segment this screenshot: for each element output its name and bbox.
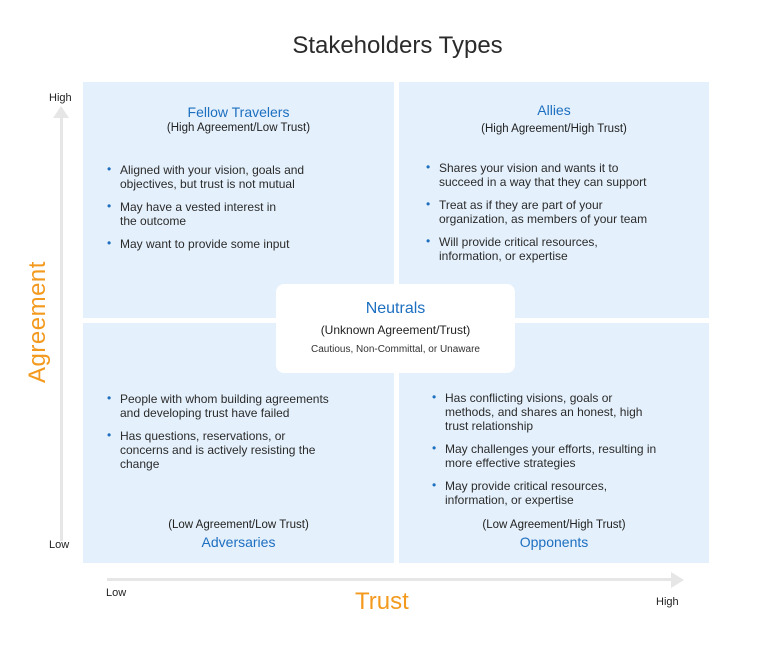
quadrant-name: Opponents: [519, 534, 589, 550]
y-axis-line: [60, 114, 63, 541]
list-item: • Has conflicting visions, goals or methods, and shares an honest, high trust relationship: [430, 391, 645, 433]
list-item: • May have a vested interest in the outcome: [105, 200, 280, 228]
quadrant-fellow-travelers: [83, 82, 394, 318]
quadrant-name: Allies: [537, 102, 571, 118]
y-axis-title: Agreement: [24, 261, 51, 383]
x-axis-high-label: High: [656, 596, 679, 608]
quadrant-subtitle: (Low Agreement/Low Trust): [168, 519, 309, 531]
y-axis-arrow-icon: [53, 106, 69, 118]
list-item: • May provide critical resources, information, or expertise: [430, 479, 640, 507]
quadrant-points: [430, 391, 670, 516]
list-item: • Treat as if they are part of your organization, as members of your team: [424, 198, 664, 226]
quadrant-points: [105, 163, 335, 260]
quadrant-subtitle: (High Agreement/High Trust): [481, 123, 627, 135]
x-axis-low-label: Low: [106, 587, 127, 599]
list-item: • Will provide critical resources, information, or expertise: [424, 235, 619, 263]
neutrals-description: Cautious, Non-Committal, or Unaware: [311, 344, 480, 355]
x-axis-line: [107, 578, 673, 581]
quadrant-subtitle: (High Agreement/Low Trust): [166, 122, 311, 134]
neutrals-box: [276, 284, 515, 373]
quadrant-name: Fellow Travelers: [187, 104, 290, 120]
diagram-title: Stakeholders Types: [292, 32, 503, 59]
quadrant-points: [424, 161, 664, 272]
list-item: • May challenges your efforts, resulting in more effective strategies: [430, 442, 670, 470]
quadrant-name: Adversaries: [201, 534, 276, 550]
x-axis-title: Trust: [355, 588, 409, 615]
quadrant-points: [105, 392, 330, 480]
list-item: • May want to provide some input: [105, 237, 335, 251]
neutrals-name: Neutrals: [365, 300, 426, 317]
list-item: • Has questions, reservations, or concerns and is actively resisting the change: [105, 429, 330, 471]
y-axis-high-label: High: [49, 92, 72, 104]
x-axis-arrow-icon: [671, 572, 684, 588]
list-item: • Shares your vision and wants it to succeed in a way that they can support: [424, 161, 664, 189]
quadrant-allies: [399, 82, 709, 318]
list-item: • Aligned with your vision, goals and objectives, but trust is not mutual: [105, 163, 335, 191]
y-axis-low-label: Low: [49, 539, 70, 551]
neutrals-subtitle: (Unknown Agreement/Trust): [320, 323, 471, 337]
quadrant-subtitle: (Low Agreement/High Trust): [482, 519, 626, 531]
list-item: • People with whom building agreements and developing trust have failed: [105, 392, 330, 420]
